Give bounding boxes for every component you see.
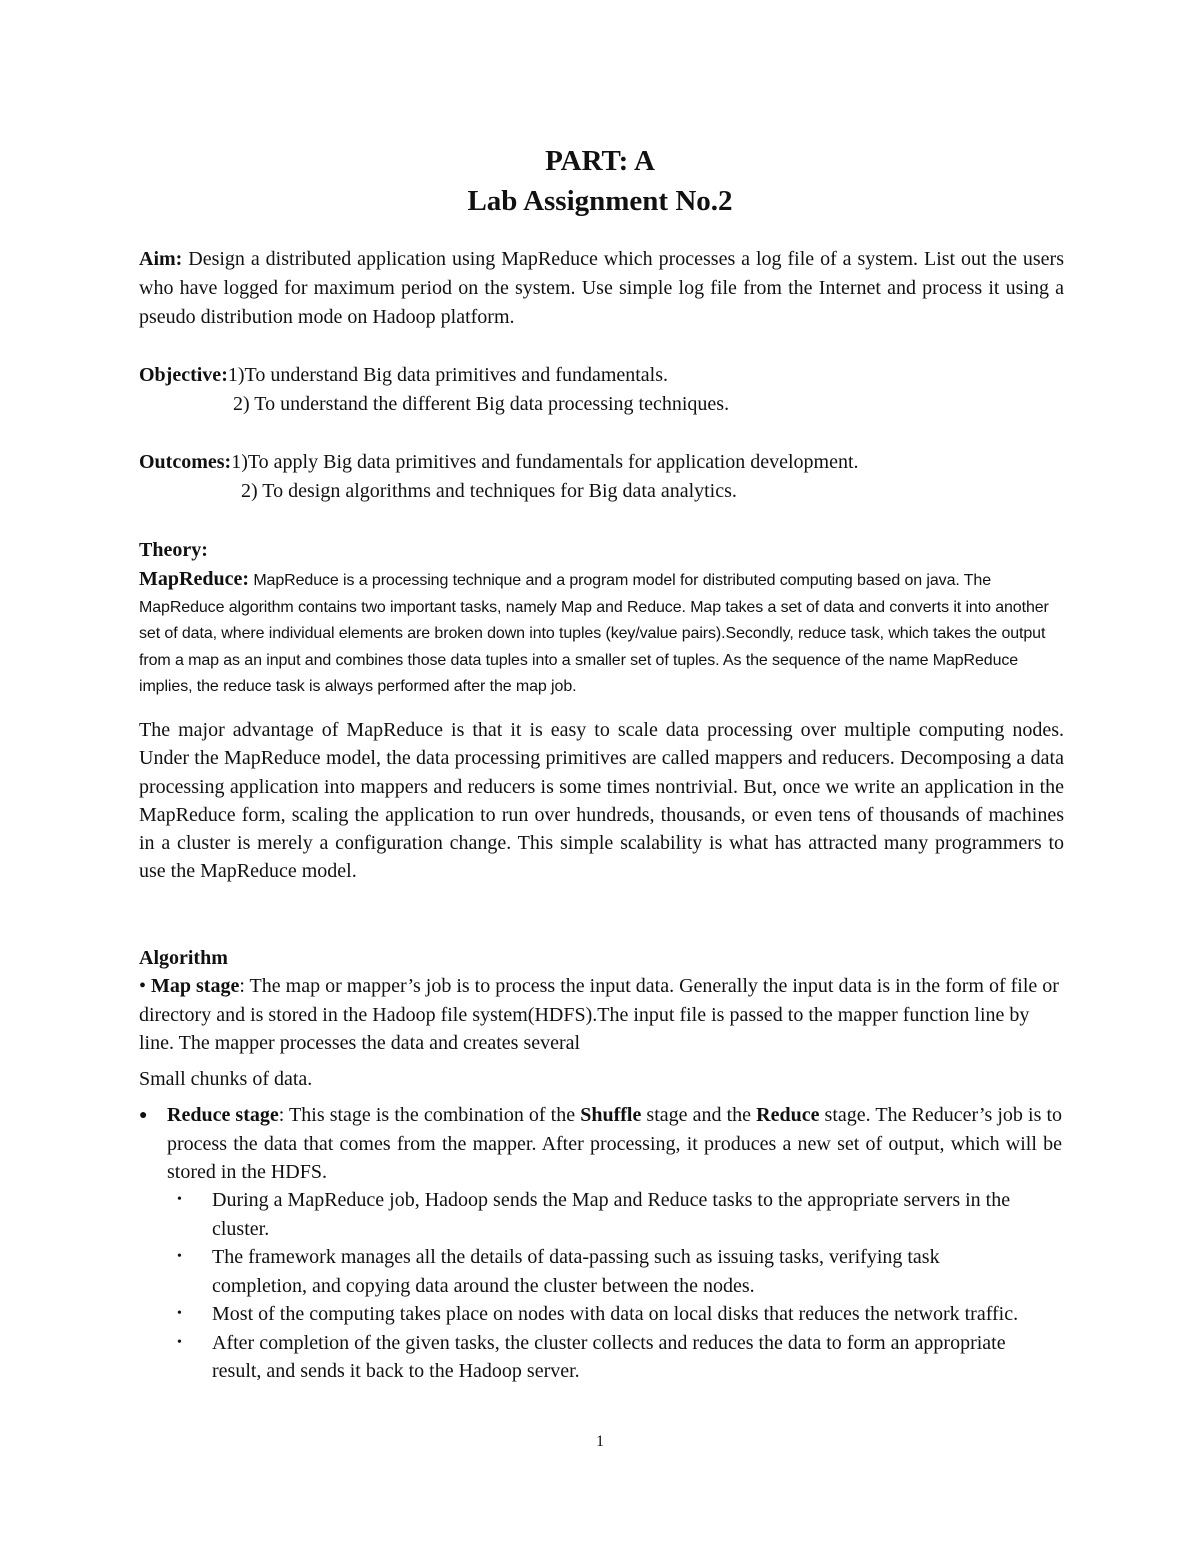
sub-point-bullet: • — [177, 1306, 182, 1321]
sub-point — [139, 1300, 1039, 1329]
reduce-stage-text-2: stage and the — [641, 1104, 757, 1126]
theory-heading: Theory: — [139, 539, 208, 561]
objective-item-1: 1)To understand Big data primitives and fundamentals. — [227, 364, 669, 386]
sub-point-bullet: • — [177, 1192, 182, 1207]
sub-point — [139, 1243, 1039, 1300]
reduce-stage-item — [139, 1101, 1063, 1187]
reduce-term: Reduce — [756, 1104, 820, 1126]
assignment-title: Lab Assignment No.2 — [467, 185, 733, 217]
aim-label: Aim: — [139, 248, 183, 270]
reduce-sub-points — [139, 1186, 1039, 1386]
algorithm-heading: Algorithm — [139, 947, 228, 969]
objective-item-2: 2) To understand the different Big data processing techniques. — [233, 393, 730, 415]
sub-point-text: The framework manages all the details of data-passing such as issuing tasks, verifying task completion, and copying data around the cluster between the nodes. — [212, 1246, 940, 1297]
mapreduce-label: MapReduce: — [139, 568, 249, 590]
outcomes-section — [139, 448, 1064, 506]
advantage-paragraph: The major advantage of MapReduce is that it is easy to scale data processing over multiple computing nodes. Under the MapReduce model, the data processing primitives are called mappers and reducers. Decomposing a data processing application into mappers and reducers is some times nontrivial. But, once we write an application in the MapReduce form, scaling the application to run over hundreds, thousands, or even tens of thousands of machines in a cluster is merely a configuration change. This simple scalability is what has attracted many programmers to use the MapReduce model. — [139, 719, 1064, 883]
sub-point-bullet: • — [177, 1249, 182, 1264]
reduce-stage-bullet: ● — [139, 1108, 148, 1123]
map-stage-bullet: • — [139, 975, 147, 997]
sub-point — [139, 1186, 1039, 1243]
objective-label: Objective: — [139, 364, 228, 386]
sub-point-text: After completion of the given tasks, the cluster collects and reduces the data to form an appropriate result, and sends it back to the Hadoop server. — [212, 1331, 1006, 1382]
sub-point — [139, 1329, 1039, 1386]
reduce-stage-block — [139, 1101, 1063, 1187]
map-stage-paragraph — [139, 972, 1064, 1058]
part-heading: PART: A — [545, 145, 655, 177]
sub-point-bullet: • — [177, 1334, 182, 1350]
mapreduce-paragraph — [139, 567, 1064, 700]
aim-text: Design a distributed application using MapReduce which processes a log file of a system. List out the users who have logged for maximum period on the system. Use simple log file from the Internet and process it using a pseudo distribution mode on Hadoop platform. — [139, 248, 1064, 328]
aim-paragraph — [139, 245, 1064, 332]
reduce-stage-text-1: : This stage is the combination of the — [278, 1104, 581, 1126]
map-stage-label: Map stage — [151, 975, 240, 997]
sub-point-text: Most of the computing takes place on nodes with data on local disks that reduces the network traffic. — [212, 1303, 1019, 1325]
objective-section — [139, 361, 1064, 419]
outcomes-item-2: 2) To design algorithms and techniques for Big data analytics. — [241, 480, 737, 502]
mapreduce-text: MapReduce is a processing technique and a program model for distributed computing based on java. The MapReduce algorithm contains two important tasks, namely Map and Reduce. Map takes a set of data and converts it into another set of data, where individual elements are broken down into tuples (key/value pairs).Secondly, reduce task, which takes the output from a map as an input and combines those data tuples into a smaller set of tuples. As the sequence of the name MapReduce implies, the reduce task is always performed after the map job. — [139, 572, 1049, 695]
page-number: 1 — [596, 1433, 604, 1450]
outcomes-label: Outcomes: — [139, 451, 232, 473]
map-stage-continued: Small chunks of data. — [139, 1068, 313, 1090]
sub-point-text: During a MapReduce job, Hadoop sends the Map and Reduce tasks to the appropriate servers in the cluster. — [212, 1189, 1011, 1240]
reduce-stage-text-3: stage. The Reducer’s job is to process the data that comes from the mapper. After processing, it produces a new set of output, which will be stored in the HDFS. — [167, 1104, 1063, 1183]
outcomes-item-1: 1)To apply Big data primitives and fundamentals for application development. — [231, 451, 859, 473]
reduce-stage-label: Reduce stage — [167, 1104, 279, 1126]
map-stage-text: : The map or mapper’s job is to process the input data. Generally the input data is in the form of file or directory and is stored in the Hadoop file system(HDFS).The input file is passed to the mapper function line by line. The mapper processes the data and creates several — [139, 975, 1059, 1054]
shuffle-term: Shuffle — [580, 1104, 642, 1126]
